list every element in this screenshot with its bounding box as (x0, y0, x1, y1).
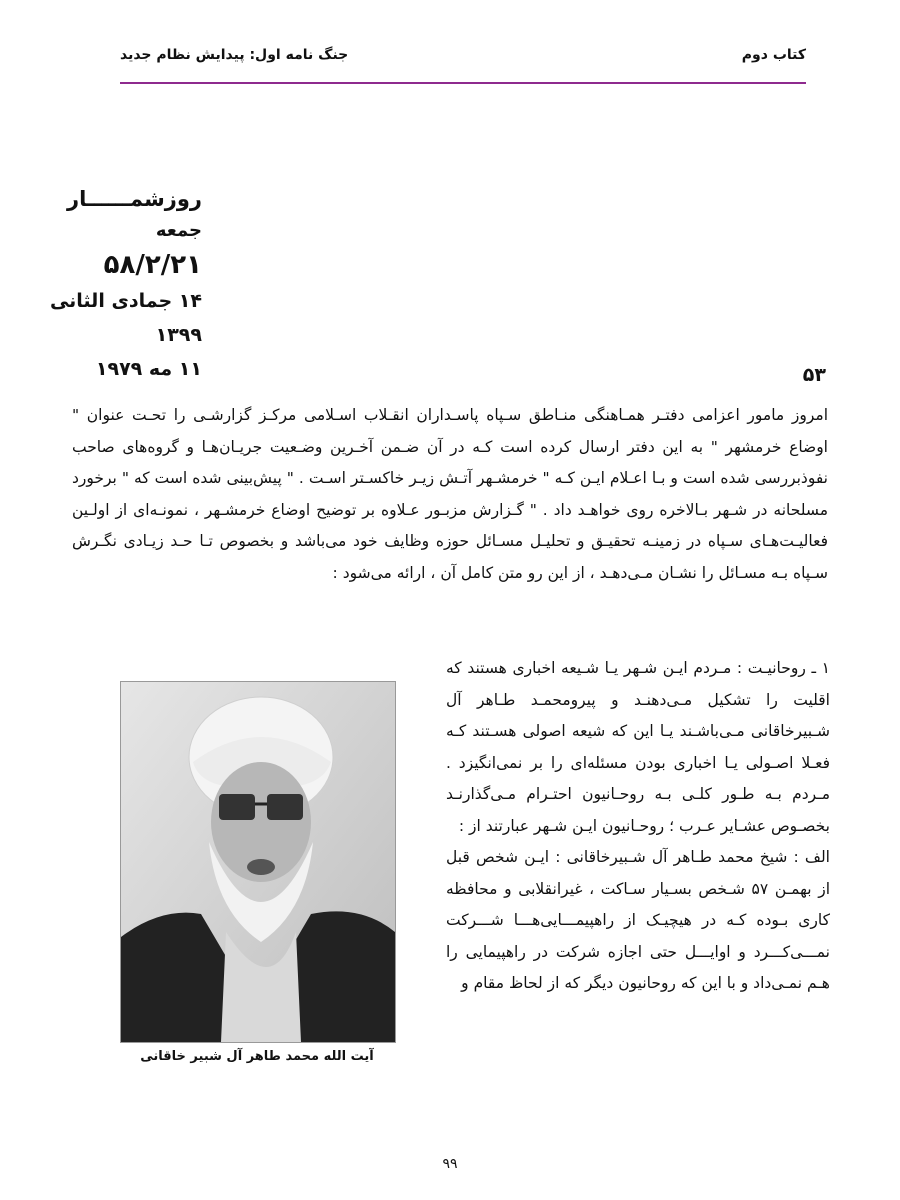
chapter-title: جنگ نامه اول: پیدایش نظام جدید (120, 47, 349, 63)
document-number: ۵۳ (802, 364, 826, 386)
gregorian-date: ۱۱ مه ۱۹۷۹ (95, 358, 202, 380)
chronology-title: روزشمــــــار (66, 187, 202, 211)
header-divider (120, 82, 806, 84)
date-block (2, 182, 202, 386)
book-title: کتاب دوم (741, 47, 806, 63)
portrait-photo (120, 681, 396, 1043)
solar-date: ۵۸/۲/۲۱ (103, 250, 202, 280)
weekday: جمعه (155, 220, 202, 241)
page-header (120, 38, 806, 72)
lunar-date: ۱۴ جمادی الثانی ۱۳۹۹ (49, 290, 202, 346)
page-number: ۹۹ (442, 1156, 458, 1172)
body-paragraph-clergy: ۱ ـ روحانیـت : مـردم ایـن شـهر یـا شـیعه اخباری هستند که اقلیت را تشکیل مـی‌دهنـد و پیرومحمـد طـاهر آل شـبیرخاقانی مـی‌باشـند یـا این که شیعه اصولی هسـتند کـه فعـلا اصـولی یـا اخباری بودن مسئله‌ای را بر نمی‌انگیزد . مـردم بـه طـور کلـی بـه روحـانیون احتـرام مـی‌گذارنـد بخصـوص عشـایر عـرب ؛ روحـانیون ایـن شـهر عبارتند از : (446, 659, 830, 835)
intro-paragraph: امروز مامور اعزامی دفتـر همـاهنگی منـاطق سـپاه پاسـداران انقـلاب اسـلامی مرکـز گزارشـی را تحـت عنوان " اوضاع خرمشهر " به این دفتر ارسال کرده است کـه در آن ضـمن آخـرین وضـعیت جریـان‌هـا و گروه‌های صاحب نفوذبررسی شده است و بـا اعـلام ایـن کـه " خرمشـهر آتـش زیـر خاکسـتر اسـت . " پیش‌بینی شده است که " برخورد مسلحانه در شـهر بـالاخره روی خواهـد داد . " گـزارش مزبـور عـلاوه بر توضیح اوضاع خرمشـهر ، نمونـه‌ای از اولـین فعالیـت‌هـای سـپاه در زمینـه تحقیـق و تحلیـل مسـائل حوزه وظایف خود می‌باشد و بخصوص تـا حـد زیـادی نگـرش سـپاه بـه مسـائل را نشـان مـی‌دهـد ، از این رو متن کامل آن ، ارائه می‌شود : (72, 406, 828, 582)
photo-caption: آیت الله محمد طاهر آل شبیر خاقانی (140, 1049, 374, 1064)
report-body (446, 653, 830, 1000)
body-paragraph-sheikh: الف : شیخ محمد طـاهر آل شـبیرخاقانی : ایـن شخص قبل از بهمـن ۵۷ شـخص بسـیار سـاکت ، غیرانقلابی و محافظه کاری بـوده کـه در هیچیـک از راهپیمـــایی‌هـــا شـــرکت نمـــی‌کـــرد و اوایـــل حتی اجازه شرکت در راهپیمایی را هـم نمـی‌داد و با این که روحانیون دیگر که از لحاظ مقام و (446, 848, 831, 992)
